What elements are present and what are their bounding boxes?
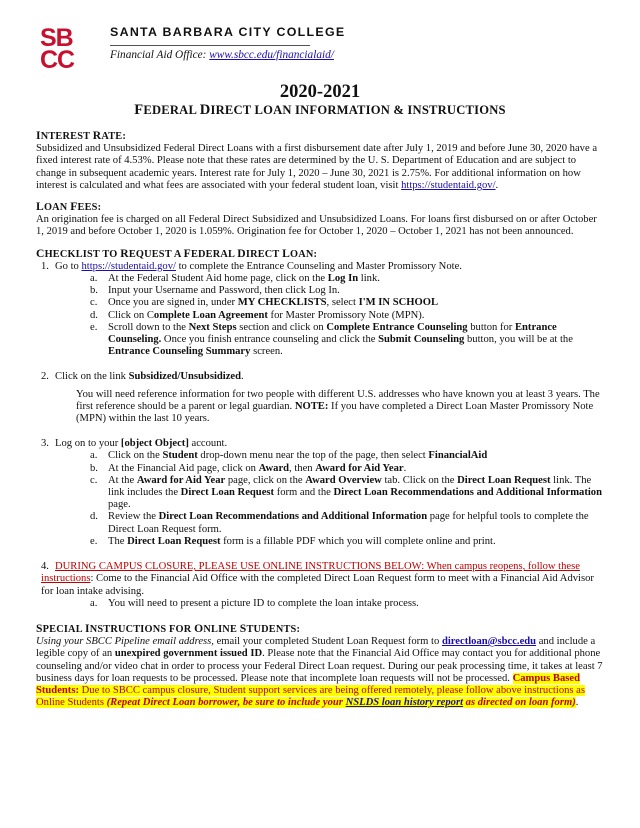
step-3-substeps <box>36 450 606 548</box>
step-2: 2. Click on the link Subsidized/Unsubsidized. <box>41 371 244 383</box>
step-1a: a. At the Federal Student Aid home page, click on the Log In link. <box>90 273 380 285</box>
document-body <box>36 130 606 709</box>
sbcc-logo <box>40 25 104 69</box>
office-label: Financial Aid Office: <box>110 49 210 61</box>
campus-based-notice: Campus Based Students: Due to SBCC campus closure, Student support services are being offered remotely, please follow above instructions as Online Students <box>36 672 586 709</box>
special-instructions-text: Using your SBCC Pipeline email address, email your completed Student Loan Request form to directloan@sbcc.edu and include a legible copy of an unexpired government issued ID. Please note that the Financial Aid Office may contact you for additional phone counseling and/or video chat in order to process your Federal Direct Loan request. During our peak processing time, it takes at least 7 business days for loan requests to be processed. Please note that incomplete loan requests will not be processed. Campus Based Students: Due to SBCC campus closure, Student support services are being offered remotely, please follow above instructions as Online Students (Repeat Direct Loan borrower, be sure to include your NSLDS loan history report as directed on loan form). <box>36 636 603 709</box>
step-1: 1. Go to https://studentaid.gov/ to complete the Entrance Counseling and Master Promissory Note. <box>41 260 462 272</box>
directloan-email-link[interactable]: directloan@sbcc.edu <box>441 636 537 648</box>
special-instructions-heading: SPECIAL INSTRUCTIONS FOR ONLINE STUDENTS: <box>36 621 301 635</box>
interest-rate-heading: INTEREST RATE: <box>36 129 126 142</box>
step-3: 3. Log on to your [object Object] account. <box>41 438 228 450</box>
header-divider <box>110 45 310 46</box>
step-4: 4. DURING CAMPUS CLOSURE, PLEASE USE ONLINE INSTRUCTIONS BELOW: When campus reopens, follow these instructions: Come to the Financial Aid Office with the completed Direct Loan Request form to meet with a Financial Aid Advisor for loan intake advising. <box>41 561 594 597</box>
step-3b: b. At the Financial Aid page, click on Award, then Award for Aid Year. <box>90 462 407 474</box>
online-instructions-link[interactable]: DURING CAMPUS CLOSURE, PLEASE USE ONLINE INSTRUCTIONS BELOW: When campus reopens, follow these instructions <box>41 561 580 585</box>
step-1c: c. Once you are signed in, under MY CHECKLISTS, select I'M IN SCHOOL <box>90 297 439 309</box>
loan-fees-text: An origination fee is charged on all Federal Direct Subsidized and Unsubsidized Loans. For loans first disbursed on or after October 1, 2019 and before October 1, 2020 is 1.059%. Origination fee for October 1, 2020 – October 1, 2021 has not been announced. <box>36 214 597 238</box>
svg-text:SB: SB <box>40 25 73 52</box>
step-3c: c. At the Award for Aid Year page, click on the Award Overview tab. Click on the Direct Loan Request link. The link includes the Direct Loan Request form and the Direct Loan Recommendations and Additional Information page. <box>90 474 602 511</box>
step-1b: b. Input your Username and Password, then click Log In. <box>90 285 340 297</box>
step-3a: a. Click on the Student drop-down menu near the top of the page, then select FinancialAid <box>90 450 488 462</box>
step-3d: d. Review the Direct Loan Recommendations and Additional Information page for helpful tools to complete the Direct Loan Request form. <box>90 511 589 535</box>
office-link[interactable]: www.sbcc.edu/financialaid/ <box>209 49 334 61</box>
step-4-substeps <box>36 598 606 610</box>
step1-studentaid-link[interactable]: https://studentaid.gov/ <box>81 260 176 272</box>
step-1-substeps <box>36 273 606 358</box>
nslds-link[interactable]: NSLDS loan history report <box>345 697 464 709</box>
doc-subtitle: FEDERAL DIRECT LOAN INFORMATION & INSTRUCTIONS <box>134 102 506 118</box>
college-name: SANTA BARBARA CITY COLLEGE <box>110 25 346 39</box>
checklist-heading: CHECKLIST TO REQUEST A FEDERAL DIRECT LOAN: <box>36 246 318 260</box>
step-1e: e. Scroll down to the Next Steps section and click on Complete Entrance Counseling button for Entrance Counseling. Once you finish entrance counseling and click the Submit Counseling button, you will be at the Entrance Counseling Summary screen. <box>90 321 573 358</box>
repeat-borrower-note: (Repeat Direct Loan borrower, be sure to include your NSLDS loan history report as directed on loan form) <box>106 697 576 709</box>
interest-rate-text: Subsidized and Unsubsidized Federal Direct Loans with a first disbursement date after July 1, 2019 and before June 30, 2020 have a fixed interest rate of 4.53%. Please note that these rates are determined by the U. S. Department of Education and are subject to change in subsequent academic years. Interest rate for July 1, 2020 – June 30, 2021 is 2.75%. For additional information on how interest is calculated and what fees are associated with your federal student loan, visit https://studentaid.gov/. <box>36 143 598 191</box>
step-4a: a. You will need to present a picture ID to complete the loan intake process. <box>90 597 419 609</box>
step-2-note: You will need reference information for two people with different U.S. addresses who have known you at least 3 years. The first reference should be a parent or legal guardian. NOTE: If you have completed a Direct Loan Master Promissory Note (MPN) within the last 10 years. <box>76 388 600 425</box>
svg-text:CC: CC <box>40 46 75 69</box>
financial-aid-office <box>110 49 334 61</box>
studentaid-link[interactable]: https://studentaid.gov/ <box>401 179 496 191</box>
loan-fees-heading: LOAN FEES: <box>36 200 102 214</box>
doc-year: 2020-2021 <box>279 82 361 102</box>
step-1d: d. Click on Complete Loan Agreement for Master Promissory Note (MPN). <box>90 309 425 321</box>
step-3e: e. The Direct Loan Request form is a fillable PDF which you will complete online and print. <box>90 535 496 547</box>
